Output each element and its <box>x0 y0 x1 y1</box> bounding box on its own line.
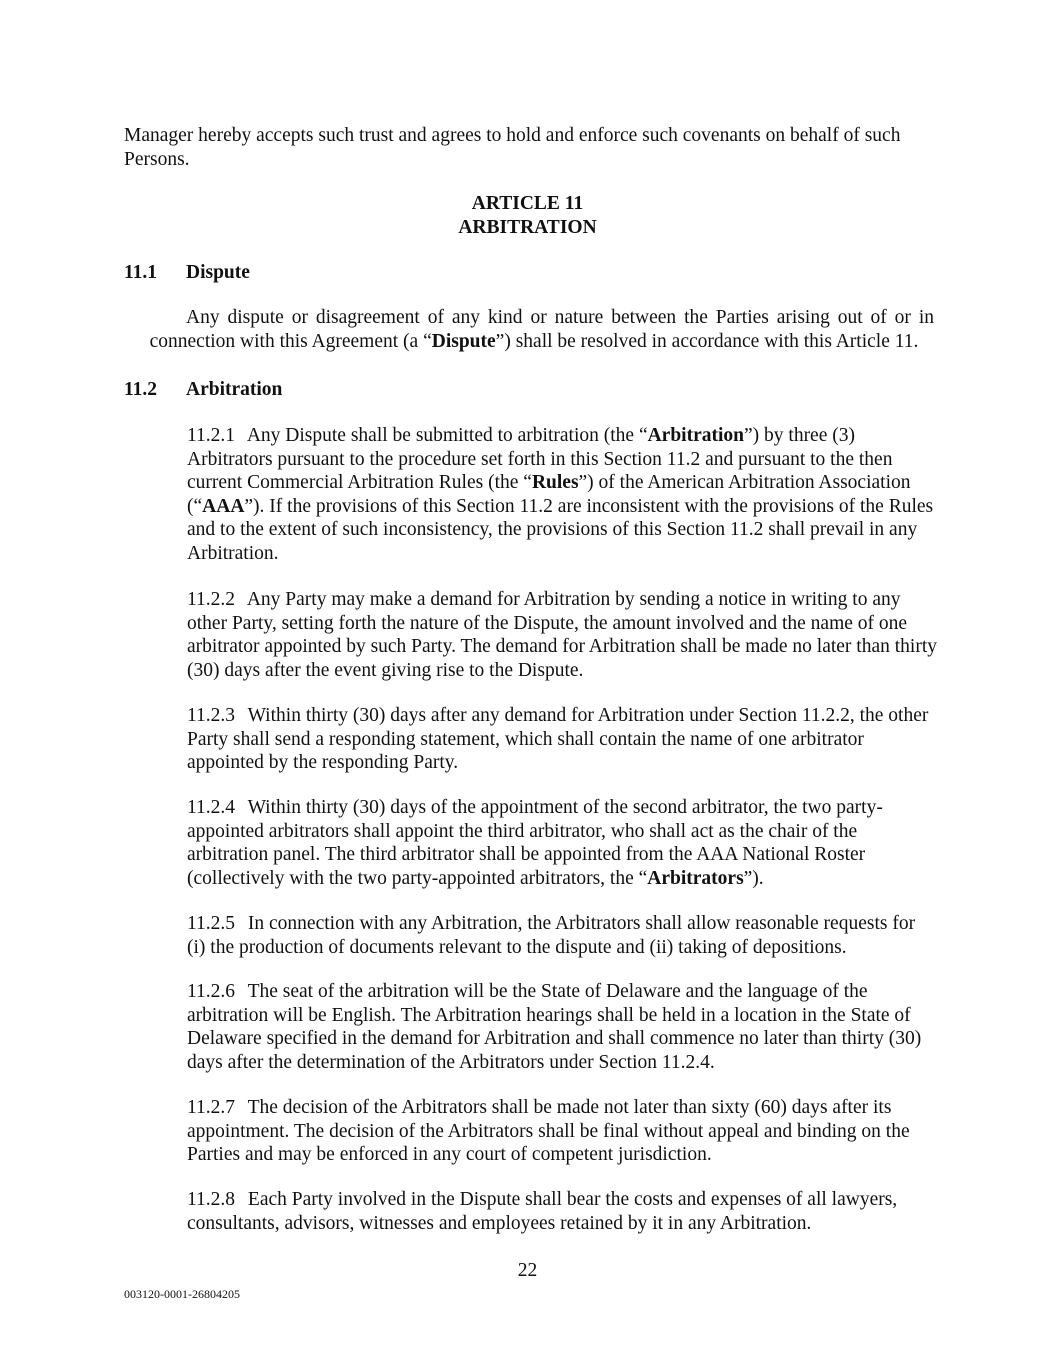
clause-11-2-2 <box>187 588 937 682</box>
clause-text: The seat of the arbitration will be the State of Delaware and the language of the arbitration will be English. The Arbitration hearings shall be held in a location in the State of Delaware specified in the demand for Arbitration and shall commence no later than thirty (30) days after the determination of the Arbitrators under Section 11.2.4. <box>187 981 922 1073</box>
clause-11-2-8 <box>187 1188 937 1235</box>
clause-11-2-5 <box>187 912 937 959</box>
clause-number: 11.2.7 <box>187 1097 236 1118</box>
page-number: 22 <box>517 1260 538 1281</box>
clause-text: Any Dispute shall be submitted to arbitration (the “ <box>246 425 648 446</box>
clause-text: ”) by three (3) Arbitrators pursuant to the procedure set forth in this Section 11.2 and pursuant to the then current Commercial Arbitration Rules (the “ <box>187 425 893 493</box>
clause-number: 11.2.6 <box>187 981 236 1002</box>
clause-number: 11.2.2 <box>187 589 236 610</box>
dispute-text-a: Any dispute or disagreement of any kind or nature between the Parties arising out of or in connection with this Agreement (a “ <box>149 307 934 352</box>
clause-text: Each Party involved in the Dispute shall bear the costs and expenses of all lawyers, consultants, advisors, witnesses and employees retained by it in any Arbitration. <box>187 1189 898 1234</box>
clause-number: 11.2.8 <box>187 1189 236 1210</box>
clause-11-2-6 <box>187 980 937 1074</box>
defined-term-rules: Rules <box>531 472 579 493</box>
clause-text: ”) of the American Arbitration Association (“ <box>187 472 911 517</box>
article-number: ARTICLE 11 <box>471 193 584 214</box>
clause-text: Within thirty (30) days after any demand for Arbitration under Section 11.2.2, the other Party shall send a responding statement, which shall contain the name of one arbitrator appointed by the responding Party. <box>187 705 929 773</box>
section-number: 11.2 <box>124 379 158 400</box>
clause-11-2-3 <box>187 704 937 775</box>
article-heading <box>0 192 1055 240</box>
document-id: 003120-0001-26804205 <box>124 1287 240 1301</box>
section-number: 11.1 <box>124 262 158 283</box>
clause-text: ”). If the provisions of this Section 11.2 are inconsistent with the provisions of the Rules and to the extent of such inconsistency, the provisions of this Section 11.2 shall prevail in any Arbitration. <box>187 495 934 564</box>
defined-term-arbitrators: Arbitrators <box>647 867 744 889</box>
section-heading-11-2 <box>124 378 282 402</box>
clause-text: Any Party may make a demand for Arbitration by sending a notice in writing to any other Party, setting forth the nature of the Dispute, the amount involved and the name of one arbitrator appointed by such Party. The demand for Arbitration shall be made no later than thirty (30) days after the event giving rise to the Dispute. <box>187 589 937 681</box>
defined-term-aaa: AAA <box>202 495 245 517</box>
section-title: Dispute <box>186 262 250 283</box>
defined-term-dispute: Dispute <box>431 330 496 352</box>
clause-text: In connection with any Arbitration, the Arbitrators shall allow reasonable requests for (i) the production of documents relevant to the dispute and (ii) taking of depositions. <box>187 913 916 958</box>
dispute-paragraph <box>134 306 934 353</box>
clause-number: 11.2.1 <box>187 425 236 446</box>
clause-number: 11.2.3 <box>187 705 236 726</box>
clause-number: 11.2.5 <box>187 913 236 934</box>
section-title: Arbitration <box>186 379 283 400</box>
defined-term-arbitration: Arbitration <box>647 425 744 446</box>
clause-11-2-4 <box>187 796 937 890</box>
article-title: ARBITRATION <box>458 217 597 238</box>
clause-text: Within thirty (30) days of the appointment of the second arbitrator, the two party-appointed arbitrators shall appoint the third arbitrator, who shall act as the chair of the arbitration panel. The third arbitrator shall be appointed from the AAA National Roster (collectively with the two party-appointed arbitrators, the “ <box>187 797 883 889</box>
intro-paragraph: Manager hereby accepts such trust and agrees to hold and enforce such covenants on behalf of such Persons. <box>124 125 901 170</box>
clause-number: 11.2.4 <box>187 797 236 818</box>
clause-11-2-1 <box>187 424 937 565</box>
clause-11-2-7 <box>187 1096 937 1167</box>
section-heading-11-1 <box>124 261 250 285</box>
clause-text: ”). <box>743 867 764 889</box>
clause-text: The decision of the Arbitrators shall be made not later than sixty (60) days after its appointment. The decision of the Arbitrators shall be final without appeal and binding on the Parties and may be enforced in any court of competent jurisdiction. <box>187 1097 910 1165</box>
dispute-text-b: ”) shall be resolved in accordance with this Article 11. <box>495 330 919 352</box>
